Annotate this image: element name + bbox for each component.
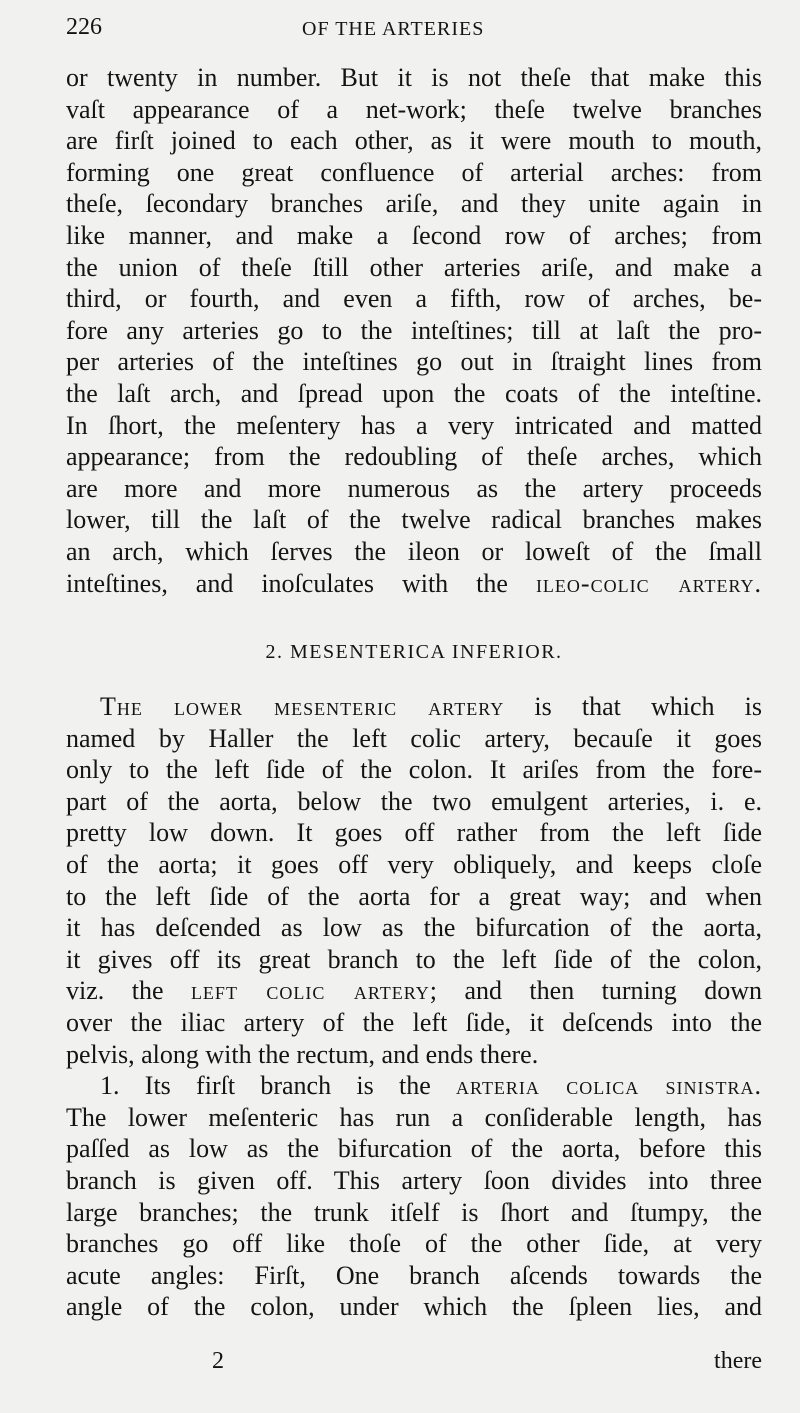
- text-line: [66, 691, 762, 723]
- text-line: only to the left ſide of the colon. It ariſes from the fore-: [66, 755, 762, 785]
- text-line: are more and more numerous as the artery proceeds: [66, 473, 762, 503]
- text-line: [66, 1070, 762, 1102]
- text-line: theſe, ſecondary branches ariſe, and they unite again in: [66, 189, 762, 219]
- text-line: angle of the colon, under which the ſpleen lies, and: [66, 1292, 762, 1322]
- text-line: appearance; from the redoubling of theſe arches, which: [66, 442, 762, 472]
- catchword: there: [714, 1348, 762, 1374]
- page-footer: [66, 1348, 762, 1382]
- text-line: the laſt arch, and ſpread upon the coats of the inteſtine.: [66, 378, 762, 408]
- text-line: named by Haller the left colic artery, becauſe it goes: [66, 723, 762, 753]
- small-caps-term: The lower mesenteric artery: [100, 692, 505, 722]
- text-line: are firſt joined to each other, as it were mouth to mouth,: [66, 126, 762, 156]
- text-line: forming one great confluence of arterial arches: from: [66, 157, 762, 187]
- text-line: an arch, which ſerves the ileon or loweſt of the ſmall: [66, 536, 762, 566]
- text-line: or twenty in number. But it is not theſe that make this: [66, 63, 762, 92]
- small-caps-term: ileo-colic artery.: [535, 568, 762, 598]
- text-line: pelvis, along with the rectum, and ends there.: [66, 1039, 539, 1069]
- text-line: part of the aorta, below the two emulgent arteries, i. e.: [66, 786, 762, 816]
- text-line: lower, till the laſt of the twelve radical branches makes: [66, 505, 762, 535]
- text-line: paſſed as low as the bifurcation of the aorta, before this: [66, 1134, 762, 1164]
- text-line: it has deſcended as low as the bifurcation of the aorta,: [66, 913, 762, 943]
- small-caps-term: arteria colica sinistra.: [456, 1071, 762, 1101]
- text-line: In ſhort, the meſentery has a very intricated and matted: [66, 410, 762, 440]
- text-line: pretty low down. It goes off rather from the left ſide: [66, 818, 762, 848]
- text-span: ; and then turning down: [429, 976, 762, 1006]
- text-line: vaſt appearance of a net-work; theſe twelve branches: [66, 94, 762, 124]
- text-line: like manner, and make a ſecond row of arches; from: [66, 220, 762, 250]
- text-line: per arteries of the inteſtines go out in ſtraight lines from: [66, 347, 762, 377]
- text-span: is that which is: [504, 692, 762, 722]
- text-line: branch is given off. This artery ſoon divides into three: [66, 1166, 762, 1195]
- text-line: fore any arteries go to the inteſtines; till at laſt the pro-: [66, 315, 762, 345]
- text-line: branches go off like thoſe of the other ſide, at very: [66, 1229, 762, 1259]
- paragraph-1: [66, 62, 762, 599]
- section-heading: 2. MESENTERICA INFERIOR.: [265, 641, 563, 664]
- text-line: [66, 568, 762, 600]
- page-body: [66, 62, 762, 1323]
- text-line: to the left ſide of the aorta for a great way; and when: [66, 881, 762, 911]
- text-line: the union of theſe ſtill other arteries ariſe, and make a: [66, 252, 762, 282]
- paragraph-2: [66, 691, 762, 1070]
- text-span: 1. Its firſt branch is the: [100, 1071, 457, 1101]
- running-title: OF THE ARTERIES: [302, 18, 485, 40]
- text-line: [66, 975, 762, 1007]
- text-line: acute angles: Firſt, One branch aſcends towards the: [66, 1260, 762, 1290]
- signature-mark: 2: [212, 1348, 224, 1374]
- paragraph-3: [66, 1070, 762, 1323]
- text-span: inteſtines, and inoſculates with the: [66, 568, 536, 598]
- text-line: of the aorta; it goes off very obliquely, and keeps cloſe: [66, 850, 762, 880]
- text-span: viz. the: [66, 976, 191, 1006]
- text-line: large branches; the trunk itſelf is ſhort and ſtumpy, the: [66, 1197, 762, 1227]
- text-line: third, or fourth, and even a fifth, row of arches, be-: [66, 284, 762, 314]
- text-line: it gives off its great branch to the left ſide of the colon,: [66, 944, 762, 974]
- small-caps-term: left colic artery: [190, 976, 430, 1006]
- page-number: 226: [66, 14, 102, 40]
- text-line: The lower meſenteric has run a conſiderable length, has: [66, 1102, 762, 1132]
- text-line: over the iliac artery of the left ſide, it deſcends into the: [66, 1008, 762, 1038]
- running-head: [66, 14, 762, 50]
